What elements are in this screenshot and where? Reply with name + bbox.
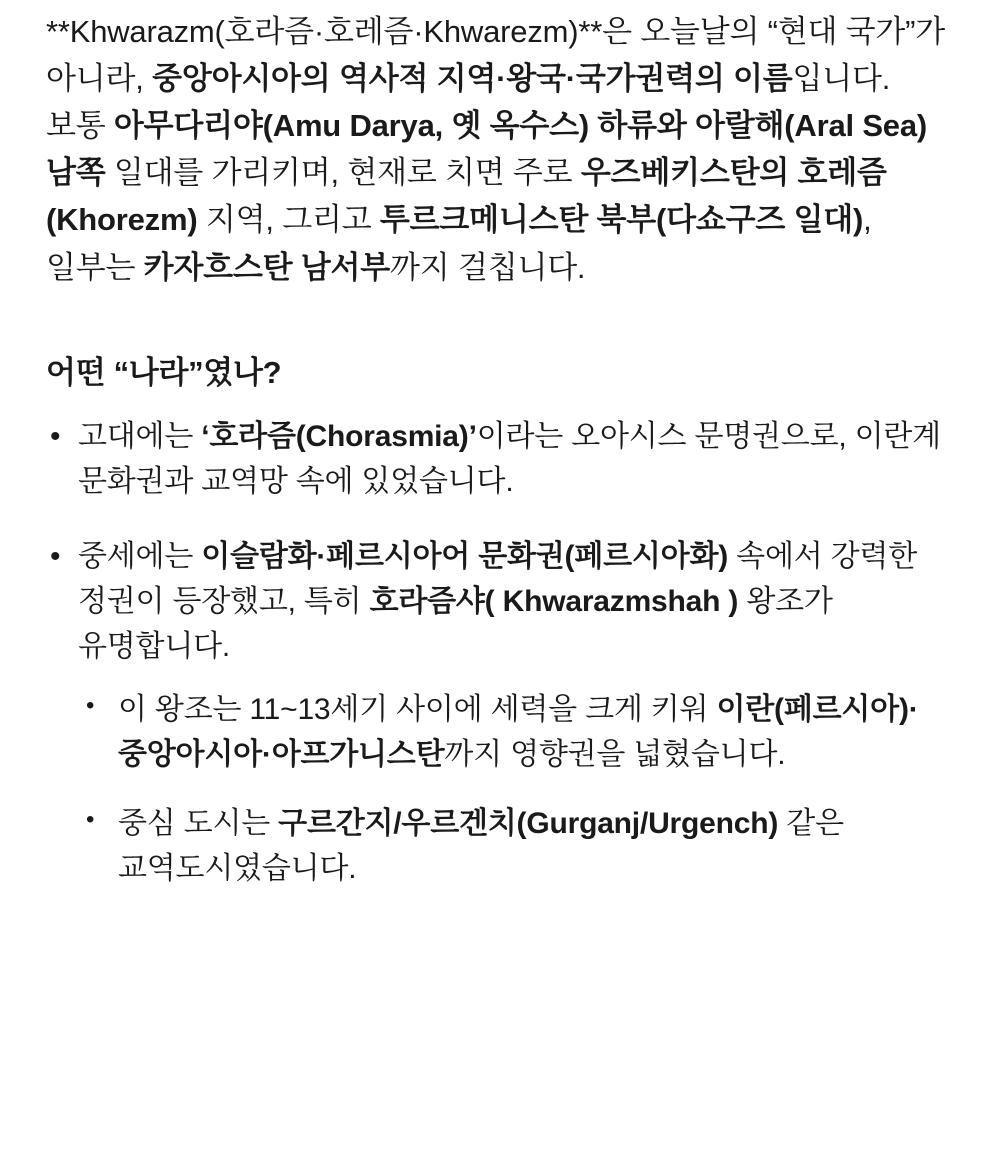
document-page [0, 8, 1000, 891]
sub-list-item-text [118, 807, 844, 885]
body-text: 같은 교역도시였습니다. [118, 806, 844, 885]
emphasized-text: 구르간지/우르겐치(Gurganj/Urgench) [278, 806, 779, 840]
sub-bullet-icon: • [86, 805, 95, 833]
body-text: 까지 걸칩니다. [390, 249, 586, 285]
body-text: 이 왕조는 11~13세기 사이에 세력을 크게 키워 [118, 692, 717, 726]
bullet-list [46, 414, 954, 891]
emphasized-text: 아무다리야(Amu Darya, 옛 옥수스) 하류와 아랄해(Aral Sea) 남쪽 [46, 108, 928, 191]
body-text: **Khwarazm(호라즘·호레즘·Khwarezm)** [46, 14, 603, 49]
list-item [46, 414, 954, 504]
body-text: 중심 도시는 [118, 806, 279, 840]
bullet-icon: • [50, 539, 61, 573]
body-text: 입니다. 보통 [46, 61, 891, 144]
sub-list-item [78, 687, 954, 777]
body-text: 까지 영향권을 넓혔습니다. [444, 737, 786, 771]
emphasized-text: 우즈베키스탄의 호레즘(Khorezm) [46, 155, 887, 238]
section-heading: 어떤 “나라”였나? [46, 354, 282, 390]
sub-list-item [78, 801, 954, 891]
emphasized-text: 이란(페르시아)·중앙아시아·아프가니스탄 [118, 692, 919, 771]
intro-paragraph [46, 8, 954, 291]
body-text: 은 오늘날의 “현대 국가”가 아니라, [46, 14, 946, 97]
emphasized-text: 투르크메니스탄 북부(다쇼구즈 일대) [379, 202, 864, 238]
body-text: 이라는 오아시스 문명권으로, 이란계 문화권과 교역망 속에 있었습니다. [78, 419, 941, 498]
body-text: 지역, 그리고 [197, 202, 380, 238]
list-item [46, 534, 954, 891]
emphasized-text: 중앙아시아의 역사적 지역·왕국·국가권력의 이름 [152, 61, 793, 97]
bullet-icon: • [50, 419, 61, 453]
body-text: 왕조가 유명합니다. [78, 584, 833, 663]
sub-list-item-text [118, 693, 919, 771]
list-item-text [78, 540, 917, 663]
sub-bullet-list [78, 687, 954, 891]
list-item-text [78, 420, 941, 498]
body-text: 속에서 강력한 정권이 등장했고, 특히 [78, 539, 917, 618]
emphasized-text: 호라즘샤( Khwarazmshah ) [369, 584, 739, 618]
emphasized-text: ‘호라즘(Chorasmia)’ [201, 419, 477, 453]
body-text: 중세에는 [78, 539, 202, 573]
emphasized-text: 이슬람화·페르시아어 문화권(페르시아화) [201, 539, 729, 573]
body-text: 고대에는 [78, 419, 202, 453]
body-text: , 일부는 [46, 202, 872, 285]
sub-bullet-icon: • [86, 691, 95, 719]
emphasized-text: 카자흐스탄 남서부 [143, 249, 391, 285]
body-text: 일대를 가리키며, 현재로 치면 주로 [105, 155, 581, 191]
